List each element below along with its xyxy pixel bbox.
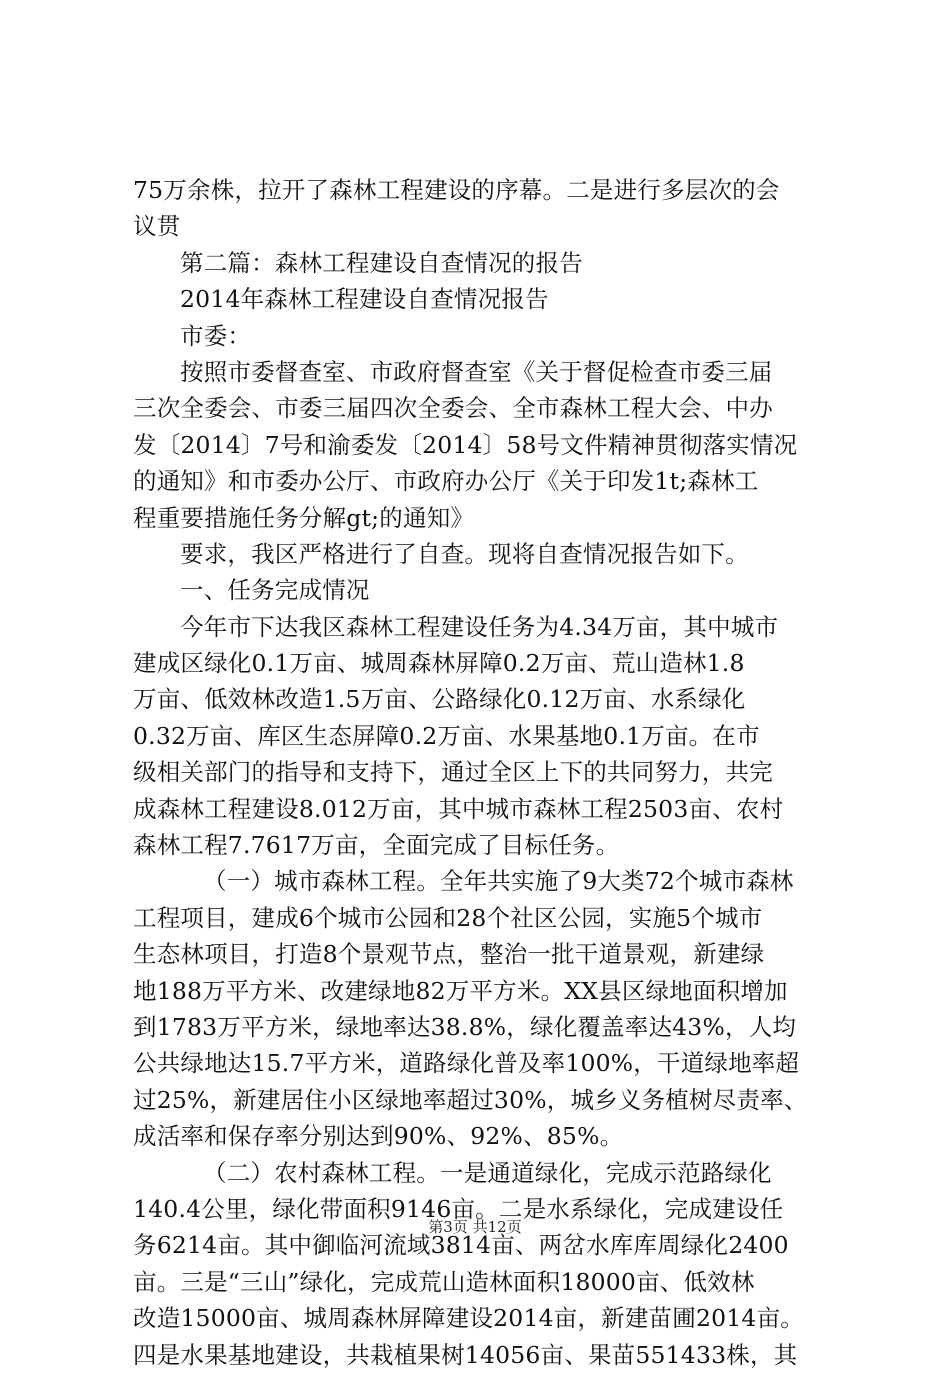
body-line: 成活率和保存率分别达到90%、92%、85%。	[133, 1122, 624, 1151]
section-heading: 第二篇：森林工程建设自查情况的报告	[180, 248, 583, 277]
body-line: 今年市下达我区森林工程建设任务为4.34万亩，其中城市	[180, 612, 779, 641]
body-line: 务6214亩。其中御临河流域3814亩、两岔水库库周绿化2400	[133, 1231, 789, 1260]
body-line: 工程项目，建成6个城市公园和28个社区公园，实施5个城市	[133, 903, 763, 932]
body-line: 程重要措施任务分解gt;的通知》	[133, 503, 475, 532]
body-line: 公共绿地达15.7平方米，道路绿化普及率100%，干道绿地率超	[133, 1049, 800, 1078]
page-number-footer: 第3页 共12页	[428, 1218, 522, 1236]
body-line: 级相关部门的指导和支持下，通过全区上下的共同努力，共完	[133, 758, 773, 787]
body-line: 成森林工程建设8.012万亩，其中城市森林工程2503亩、农村	[133, 794, 784, 823]
body-line: 要求，我区严格进行了自查。现将自查情况报告如下。	[180, 539, 749, 568]
body-line: 三次全委会、市委三届四次全委会、全市森林工程大会、中办	[133, 394, 773, 423]
body-line: 按照市委督查室、市政府督查室《关于督促检查市委三届	[180, 357, 773, 386]
body-line: 改造15000亩、城周森林屏障建设2014亩，新建苗圃2014亩。	[133, 1304, 804, 1333]
body-line: 0.32万亩、库区生态屏障0.2万亩、水果基地0.1万亩。在市	[133, 721, 760, 750]
body-line: 四是水果基地建设，共栽植果树14056亩、果苗551433株，其	[133, 1340, 798, 1369]
body-line: 到1783万平方米，绿地率达38.8%，绿化覆盖率达43%，人均	[133, 1012, 797, 1041]
body-line: 地188万平方米、改建绿地82万平方米。XX县区绿地面积增加	[133, 976, 788, 1005]
body-line: （二）农村森林工程。一是通道绿化，完成示范路绿化	[203, 1158, 772, 1187]
body-line: 75万余株，拉开了森林工程建设的序幕。二是进行多层次的会	[133, 176, 780, 204]
body-line: 过25%，新建居住小区绿地率超过30%，城乡义务植树尽责率、	[133, 1085, 808, 1114]
report-title: 2014年森林工程建设自查情况报告	[180, 285, 549, 314]
body-line: 亩。三是“三山”绿化，完成荒山造林面积18000亩、低效林	[133, 1267, 755, 1296]
salutation: 市委：	[180, 321, 252, 350]
body-line: 建成区绿化0.1万亩、城周森林屏障0.2万亩、荒山造林1.8	[133, 649, 745, 678]
body-line: 的通知》和市委办公厅、市政府办公厅《关于印发1t;森林工	[133, 467, 759, 496]
body-line: 140.4公里，绿化带面积9146亩。二是水系绿化，完成建设任	[133, 1194, 784, 1223]
body-line: 森林工程7.7617万亩，全面完成了目标任务。	[133, 831, 620, 860]
body-line: 发〔2014〕7号和渝委发〔2014〕58号文件精神贯彻落实情况	[133, 430, 798, 459]
body-line: 议贯	[133, 212, 181, 241]
section-heading: 一、任务完成情况	[180, 576, 370, 605]
document-body	[133, 172, 833, 1373]
body-line: 生态林项目，打造8个景观节点，整治一批干道景观，新建绿	[133, 940, 765, 969]
body-line: （一）城市森林工程。全年共实施了9大类72个城市森林	[203, 867, 794, 896]
body-line: 万亩、低效林改造1.5万亩、公路绿化0.12万亩、水系绿化	[133, 685, 746, 714]
